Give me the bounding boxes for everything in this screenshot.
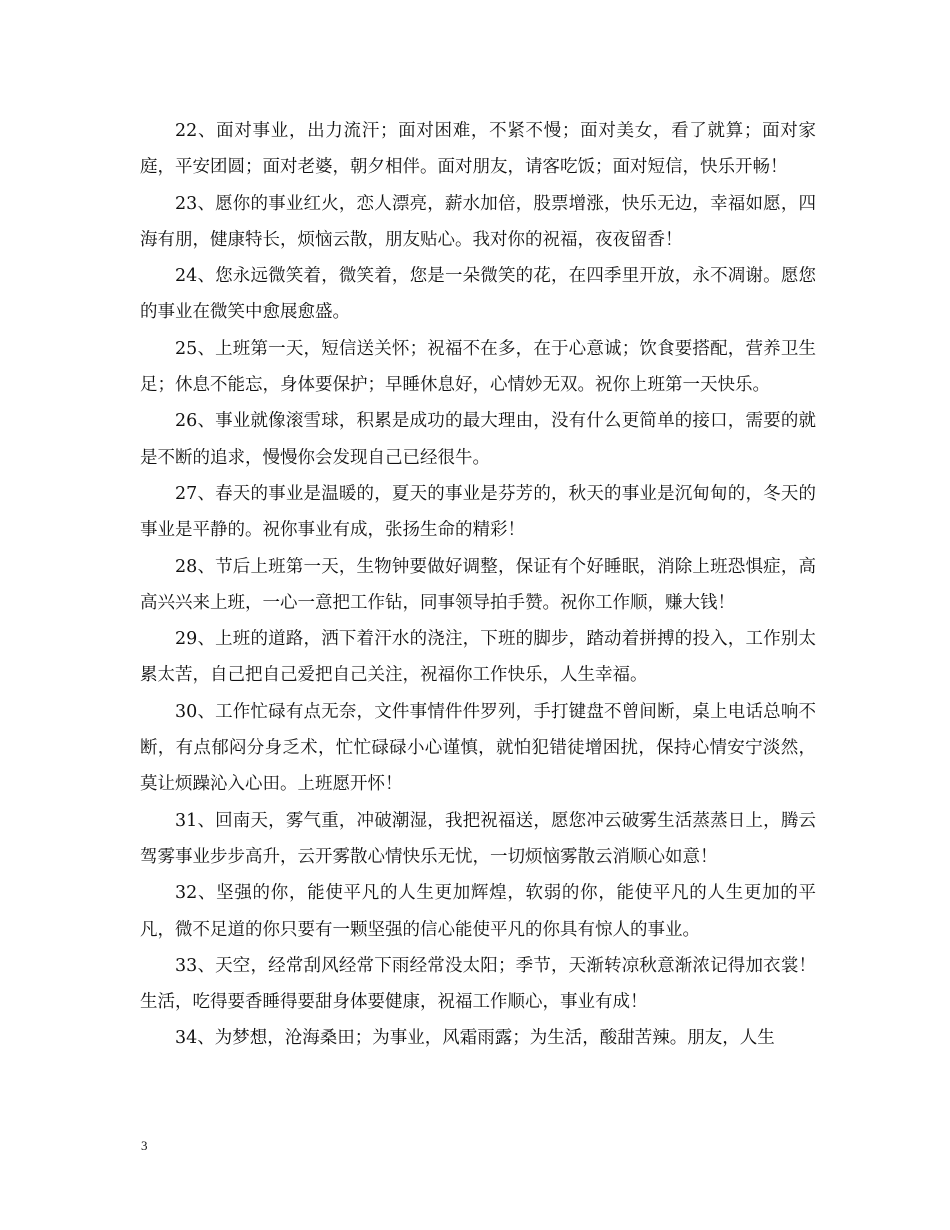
paragraph-25: 25、上班第一天，短信送关怀；祝福不在多，在于心意诚；饮食要搭配，营养卫生足；休息不能忘，身体要保护；早睡休息好，心情妙无双。祝你上班第一天快乐。	[140, 338, 816, 396]
paragraph-32: 32、坚强的你，能使平凡的人生更加辉煌，软弱的你，能使平凡的人生更加的平凡，微不足道的你只要有一颗坚强的信心能使平凡的你具有惊人的事业。	[140, 883, 816, 940]
paragraph-24: 24、您永远微笑着，微笑着，您是一朵微笑的花，在四季里开放，永不凋谢。愿您的事业在微笑中愈展愈盛。	[140, 266, 816, 323]
paragraph-34: 34、为梦想，沧海桑田；为事业，风霜雨露；为生活，酸甜苦辣。朋友，人生	[175, 1028, 775, 1049]
paragraph-26: 26、事业就像滚雪球，积累是成功的最大理由，没有什么更简单的接口，需要的就是不断的追求，慢慢你会发现自己已经很牛。	[140, 411, 816, 468]
paragraph-27: 27、春天的事业是温暖的，夏天的事业是芬芳的，秋天的事业是沉甸甸的，冬天的事业是平静的。祝你事业有成，张扬生命的精彩！	[140, 483, 816, 541]
page-number: 3	[141, 1138, 148, 1153]
paragraph-30: 30、工作忙碌有点无奈，文件事情件件罗列，手打键盘不曾间断，桌上电话总响不断，有点郁闷分身乏术，忙忙碌碌小心谨慎，就怕犯错徒增困扰，保持心情安宁淡然，莫让烦躁沁入心田。上班愿开怀！	[140, 701, 816, 795]
paragraph-22: 22、面对事业，出力流汗；面对困难，不紧不慢；面对美女，看了就算；面对家庭，平安团圆；面对老婆，朝夕相伴。面对朋友，请客吃饭；面对短信，快乐开畅！	[140, 121, 816, 178]
document-body	[140, 113, 816, 1057]
paragraph-23: 23、愿你的事业红火，恋人漂亮，薪水加倍，股票增涨，快乐无边，幸福如愿，四海有朋，健康特长，烦恼云散，朋友贴心。我对你的祝福，夜夜留香！	[140, 193, 816, 250]
paragraph-28: 28、节后上班第一天，生物钟要做好调整，保证有个好睡眠，消除上班恐惧症，高高兴兴来上班，一心一意把工作钻，同事领导拍手赞。祝你工作顺，赚大钱！	[140, 556, 816, 613]
paragraph-31: 31、回南天，雾气重，冲破潮湿，我把祝福送，愿您冲云破雾生活蒸蒸日上，腾云驾雾事业步步高升，云开雾散心情快乐无忧，一切烦恼雾散云消顺心如意！	[140, 810, 816, 867]
paragraph-33: 33、天空，经常刮风经常下雨经常没太阳；季节，天渐转凉秋意渐浓记得加衣裳！生活，吃得要香睡得要甜身体要健康，祝福工作顺心，事业有成！	[140, 955, 816, 1013]
paragraph-29: 29、上班的道路，洒下着汗水的浇注，下班的脚步，踏动着拼搏的投入，工作别太累太苦，自己把自己爱把自己关注，祝福你工作快乐，人生幸福。	[140, 629, 816, 686]
